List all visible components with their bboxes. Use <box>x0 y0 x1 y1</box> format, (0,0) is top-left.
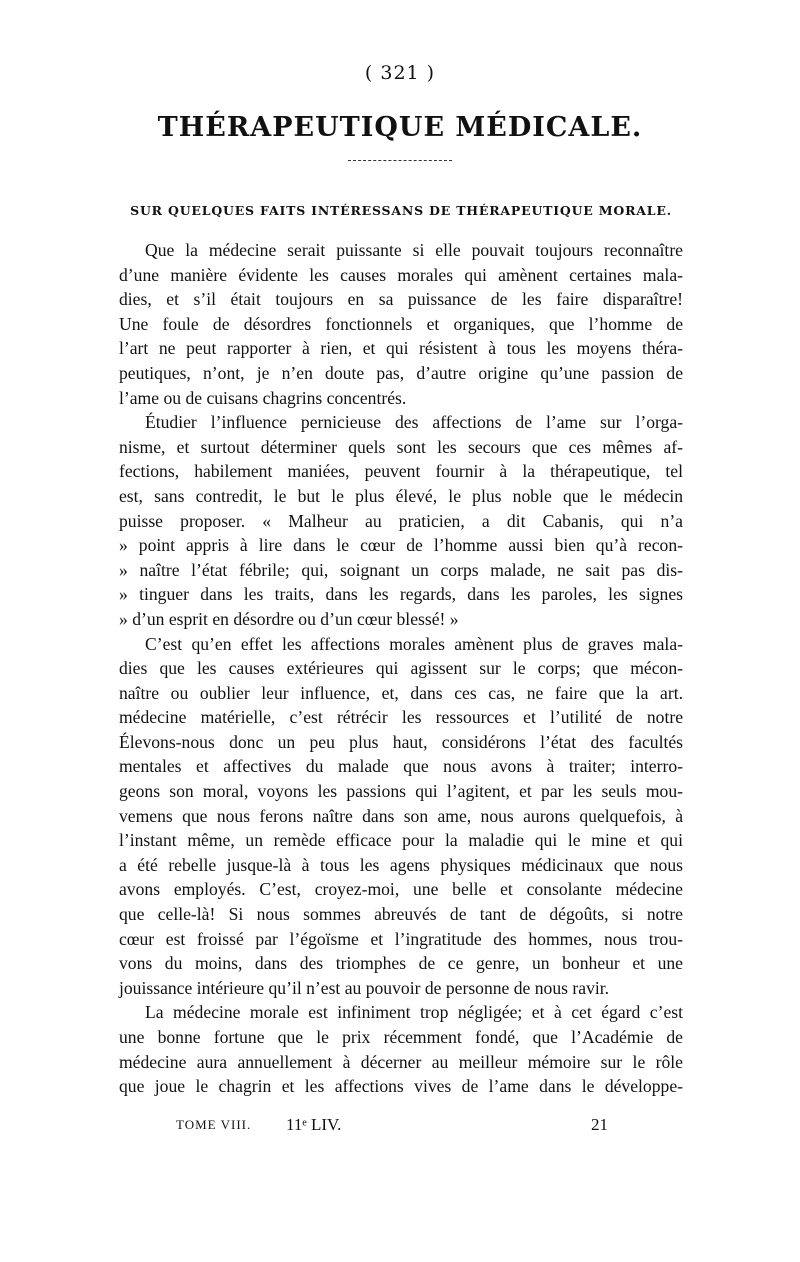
text-line: l’art ne peut rapporter à rien, et qui résistent à tous les moyens théra- <box>119 338 683 359</box>
text-line: fections, habilement maniées, peuvent fournir à la thérapeutique, tel <box>119 461 683 482</box>
footer-signature: 21 <box>591 1115 608 1134</box>
text-line: naître ou oublier leur influence, et, dans ces cas, ne faire que la art. <box>119 682 683 703</box>
text-line: avons employés. C’est, croyez-moi, une belle et consolante médecine <box>119 879 683 900</box>
text-line: que joue le chagrin et les affections vives de l’ame dans le développe- <box>119 1076 683 1097</box>
text-line: puisse proposer. « Malheur au praticien, a dit Cabanis, qui n’a <box>119 510 683 531</box>
text-line: Une foule de désordres fonctionnels et organiques, que l’homme de <box>119 313 683 334</box>
text-line: dies, et s’il était toujours en sa puissance de les faire disparaître! <box>119 289 683 310</box>
text-line: dies que les causes extérieures qui agissent sur le corps; que mécon- <box>119 658 683 679</box>
text-line: vons du moins, dans des triomphes de ce genre, un bonheur et une <box>119 953 683 974</box>
text-line: Étudier l’influence pernicieuse des affections de l’ame sur l’orga- <box>145 412 683 433</box>
text-line: médecine aura annuellement à décerner au meilleur mémoire sur le rôle <box>119 1051 683 1072</box>
text-line: peutiques, n’ont, je n’en doute pas, d’autre origine qu’une passion de <box>119 362 683 383</box>
text-line: Que la médecine serait puissante si elle pouvait toujours reconnaître <box>145 240 683 260</box>
text-line: C’est qu’en effet les affections morales amènent plus de graves mala- <box>145 633 683 654</box>
text-line: cœur est froissé par l’égoïsme et l’ingratitude des hommes, nous trou- <box>119 928 683 949</box>
text-line: d’une manière évidente les causes morales qui amènent certaines mala- <box>119 264 683 285</box>
footer-issue: 11ᵉ LIV. <box>286 1115 342 1134</box>
text-line: La médecine morale est infiniment trop négligée; et à cet égard c’est <box>145 1002 683 1023</box>
text-line: mentales et affectives du malade que nous avons à traiter; interro- <box>119 756 683 777</box>
text-line: nisme, et surtout déterminer quels sont les secours que ces mêmes af- <box>119 436 683 457</box>
text-line: jouissance intérieure qu’il n’est au pouvoir de personne de nous ravir. <box>119 977 610 998</box>
text-line: une bonne fortune que le prix récemment fondé, que l’Académie de <box>119 1027 683 1047</box>
text-line: vemens que nous ferons naître dans son ame, nous aurons quelquefois, à <box>119 805 683 826</box>
text-line: » d’un esprit en désordre ou d’un cœur blessé! » <box>119 608 459 629</box>
page-footer <box>176 1115 626 1139</box>
text-line: médecine matérielle, c’est rétrécir les ressources et l’utilité de notre <box>119 707 683 728</box>
text-line: a été rebelle jusque-là à tous les agens physiques médicinaux que nous <box>119 854 683 875</box>
page-number: ( 321 ) <box>364 62 436 84</box>
text-line: » point appris à lire dans le cœur de l’homme aussi bien qu’à recon- <box>119 535 683 556</box>
text-line: que celle-là! Si nous sommes abreuvés de tant de dégoûts, si notre <box>119 904 683 925</box>
text-line: est, sans contredit, le but le plus élevé, le plus noble que le médecin <box>119 485 683 506</box>
text-line: geons son moral, voyons les passions qui l’agitent, et par les seuls mou- <box>119 781 683 802</box>
article-body <box>119 238 683 1099</box>
footer-volume: TOME VIII. <box>176 1117 252 1132</box>
text-line: » naître l’état fébrile; qui, soignant un corps malade, ne sait pas dis- <box>119 559 683 580</box>
text-line: Élevons-nous donc un peu plus haut, considérons l’état des facultés <box>119 731 683 752</box>
text-line: l’ame ou de cuisans chagrins concentrés. <box>119 387 407 408</box>
title-divider <box>348 160 452 161</box>
page-title: THÉRAPEUTIQUE MÉDICALE. <box>157 112 643 143</box>
text-line: » tinguer dans les traits, dans les regards, dans les paroles, les signes <box>119 584 683 605</box>
text-line: l’instant même, un remède efficace pour la maladie qui le mine et qui <box>119 830 683 851</box>
article-subtitle: SUR QUELQUES FAITS INTÉRESSANS DE THÉRAPEUTIQUE MORALE. <box>130 203 672 218</box>
